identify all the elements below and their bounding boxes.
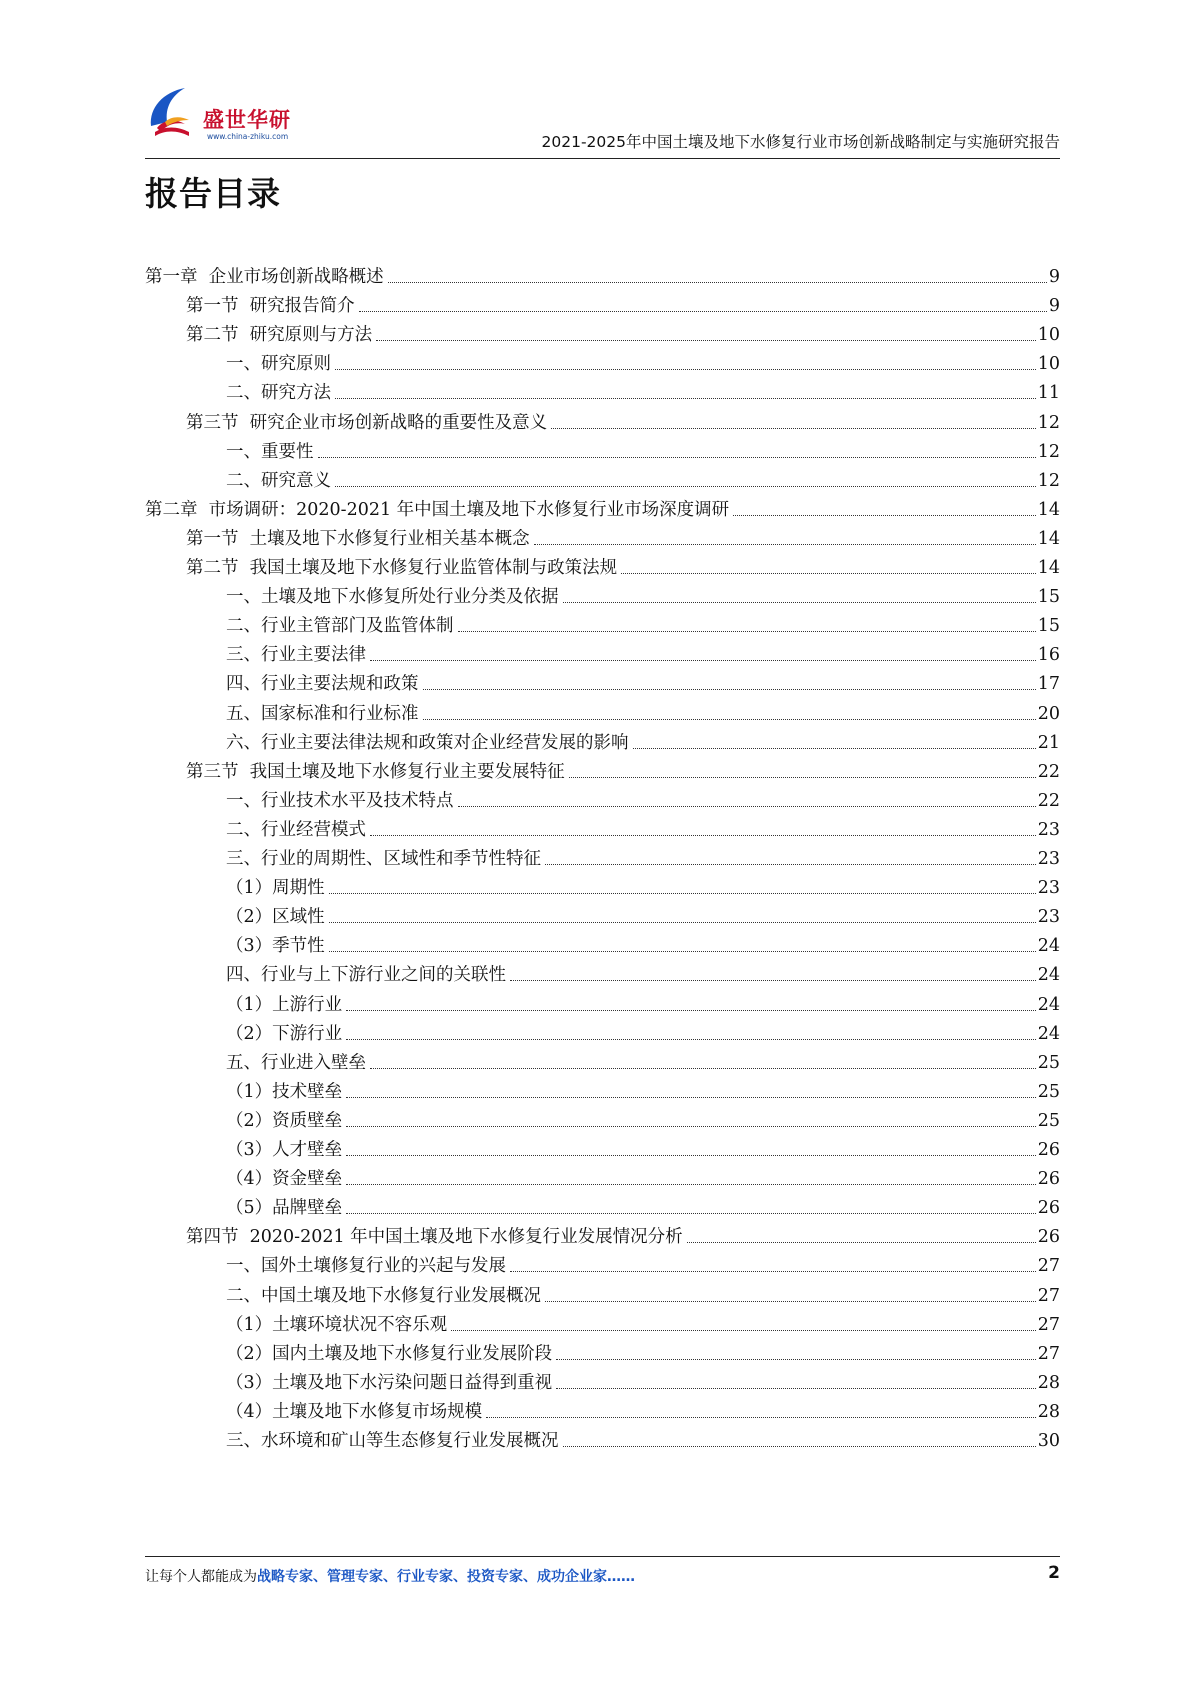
toc-entry-title: 四、行业主要法规和政策 [226, 674, 419, 695]
page-header [145, 82, 1060, 160]
toc-entry[interactable] [226, 813, 1060, 841]
toc-entry-title: 六、行业主要法律法规和政策对企业经营发展的影响 [226, 732, 629, 753]
toc-entry-page: 22 [1037, 761, 1060, 782]
toc-leader-dots [370, 835, 1036, 836]
toc-leader-dots [329, 951, 1036, 952]
toc-entry-title: 第三节 研究企业市场创新战略的重要性及意义 [186, 412, 548, 433]
toc-leader-dots [370, 1068, 1036, 1069]
toc-entry-title: 二、行业主管部门及监管体制 [226, 616, 454, 637]
toc-leader-dots [556, 1359, 1036, 1360]
toc-leader-dots [458, 806, 1036, 807]
toc-leader-dots [346, 1039, 1036, 1040]
toc-entry[interactable] [226, 842, 1060, 870]
toc-leader-dots [376, 340, 1036, 341]
toc-entry-title: 一、土壤及地下水修复所处行业分类及依据 [226, 587, 559, 608]
toc-leader-dots [359, 311, 1047, 312]
toc-entry-title: （2）国内土壤及地下水修复行业发展阶段 [226, 1343, 553, 1364]
toc-entry[interactable] [226, 1279, 1060, 1307]
toc-leader-dots [569, 777, 1036, 778]
toc-leader-dots [346, 1010, 1036, 1011]
toc-entry[interactable] [226, 464, 1060, 492]
toc-entry-title: （4）资金壁垒 [226, 1169, 343, 1190]
toc-entry-title: 三、水环境和矿山等生态修复行业发展概况 [226, 1431, 559, 1451]
footer-slogan-prefix: 让每个人都能成为 [145, 1569, 257, 1585]
toc-entry-page: 11 [1037, 383, 1060, 404]
toc-entry-title: 三、行业的周期性、区域性和季节性特征 [226, 849, 541, 869]
toc-entry-page: 23 [1037, 819, 1060, 840]
toc-leader-dots [335, 398, 1036, 399]
toc-leader-dots [423, 689, 1036, 690]
toc-entry-page: 20 [1037, 703, 1060, 724]
toc-leader-dots [423, 719, 1036, 720]
toc-leader-dots [346, 1126, 1036, 1127]
toc-entry[interactable] [226, 1075, 1060, 1103]
toc-leader-dots [370, 660, 1036, 661]
toc-leader-dots [510, 1271, 1036, 1272]
toc-entry[interactable] [226, 1308, 1060, 1336]
toc-entry-page: 22 [1037, 790, 1060, 811]
toc-entry[interactable] [226, 580, 1060, 608]
toc-leader-dots [388, 282, 1047, 283]
toc-entry-title: 二、研究意义 [226, 470, 331, 491]
toc-entry[interactable] [226, 726, 1060, 754]
toc-entry-title: 三、行业主要法律 [226, 645, 366, 666]
toc-entry[interactable] [226, 609, 1060, 637]
toc-leader-dots [318, 457, 1036, 458]
toc-entry-page: 27 [1037, 1314, 1060, 1335]
toc-entry-title: （2）区域性 [226, 907, 325, 928]
toc-entry-page: 26 [1037, 1169, 1060, 1190]
toc-entry-page: 10 [1037, 354, 1060, 375]
toc-entry-title: （1）技术壁垒 [226, 1081, 343, 1102]
toc-entry[interactable] [226, 988, 1060, 1016]
toc-leader-dots [545, 864, 1036, 865]
toc-entry[interactable] [226, 697, 1060, 725]
toc-entry[interactable] [226, 1017, 1060, 1045]
toc-leader-dots [687, 1242, 1036, 1243]
toc-entry-page: 12 [1037, 441, 1060, 462]
toc-entry-title: （3）人才壁垒 [226, 1140, 343, 1160]
toc-entry-title: 第三节 我国土壤及地下水修复行业主要发展特征 [186, 761, 565, 782]
toc-entry[interactable] [226, 638, 1060, 666]
toc-entry-page: 25 [1037, 1052, 1060, 1073]
toc-entry[interactable] [186, 406, 1060, 434]
toc-leader-dots [621, 573, 1036, 574]
toc-entry[interactable] [226, 1424, 1060, 1452]
toc-entry[interactable] [226, 958, 1060, 986]
page-number: 2 [1048, 1563, 1060, 1583]
toc-entry-title: 五、国家标准和行业标准 [226, 703, 419, 724]
toc-entry-page: 25 [1037, 1081, 1060, 1102]
toc-leader-dots [486, 1417, 1036, 1418]
toc-entry-title: 第一章 企业市场创新战略概述 [145, 267, 384, 287]
toc-leader-dots [335, 369, 1036, 370]
toc-entry[interactable] [226, 1162, 1060, 1190]
toc-entry[interactable] [226, 900, 1060, 928]
toc-entry[interactable] [226, 1395, 1060, 1423]
toc-entry-page: 28 [1037, 1401, 1060, 1422]
company-logo [145, 82, 315, 146]
toc-entry[interactable] [226, 929, 1060, 957]
toc-leader-dots [563, 1446, 1036, 1447]
toc-entry-title: 第二章 市场调研：2020-2021 年中国土壤及地下水修复行业市场深度调研 [145, 499, 730, 520]
toc-entry-page: 27 [1037, 1256, 1060, 1277]
toc-entry[interactable] [186, 522, 1060, 550]
toc-leader-dots [329, 893, 1036, 894]
footer-slogan [145, 1566, 635, 1586]
toc-entry[interactable] [226, 1046, 1060, 1074]
toc-entry-title: （1）土壤环境状况不容乐观 [226, 1314, 448, 1335]
toc-entry-page: 17 [1037, 674, 1060, 695]
toc-entry-title: （1）周期性 [226, 878, 325, 899]
toc-entry-page: 21 [1037, 732, 1060, 753]
toc-leader-dots [556, 1388, 1036, 1389]
toc-leader-dots [346, 1213, 1036, 1214]
logo-url: www.china-zhiku.com [207, 132, 289, 141]
toc-entry[interactable] [186, 1220, 1060, 1248]
toc-entry-title: （4）土壤及地下水修复市场规模 [226, 1401, 483, 1422]
toc-leader-dots [733, 515, 1036, 516]
toc-entry-page: 14 [1037, 558, 1060, 578]
toc-leader-dots [335, 486, 1036, 487]
logo-text: 盛世华研 [203, 108, 291, 132]
toc-entry-page: 16 [1037, 645, 1060, 666]
toc-entry-page: 14 [1037, 499, 1060, 520]
toc-leader-dots [633, 748, 1036, 749]
toc-entry-title: 二、研究方法 [226, 383, 331, 404]
toc-entry[interactable] [186, 318, 1060, 346]
document-title: 2021-2025年中国土壤及地下水修复行业市场创新战略制定与实施研究报告 [541, 133, 1060, 151]
toc-entry[interactable] [226, 1366, 1060, 1394]
toc-leader-dots [458, 631, 1036, 632]
toc-entry[interactable] [145, 260, 1060, 288]
toc-entry-title: （3）土壤及地下水污染问题日益得到重视 [226, 1372, 553, 1393]
toc-leader-dots [329, 922, 1036, 923]
book-swoosh-logo-icon [145, 82, 205, 142]
toc-entry-page: 24 [1037, 965, 1060, 986]
toc-entry-page: 23 [1037, 849, 1060, 869]
toc-entry-page: 26 [1037, 1198, 1060, 1219]
toc-entry-page: 27 [1037, 1343, 1060, 1364]
page-title: 报告目录 [145, 174, 281, 213]
toc-entry-title: 第四节 2020-2021 年中国土壤及地下水修复行业发展情况分析 [186, 1227, 683, 1248]
toc-entry[interactable] [226, 1191, 1060, 1219]
toc-entry[interactable] [226, 1337, 1060, 1365]
footer-divider [145, 1556, 1060, 1557]
toc-entry[interactable] [186, 755, 1060, 783]
toc-entry-page: 9 [1048, 296, 1060, 317]
toc-entry-title: 一、研究原则 [226, 354, 331, 375]
toc-entry-page: 28 [1037, 1372, 1060, 1393]
toc-entry-title: 第一节 研究报告简介 [186, 296, 355, 317]
toc-entry-page: 26 [1037, 1227, 1060, 1248]
toc-entry-title: 第二节 研究原则与方法 [186, 325, 373, 346]
toc-entry-page: 23 [1037, 907, 1060, 928]
toc-leader-dots [451, 1330, 1036, 1331]
toc-entry-title: 一、行业技术水平及技术特点 [226, 790, 454, 811]
toc-entry[interactable] [226, 435, 1060, 463]
toc-entry[interactable] [145, 493, 1060, 521]
toc-entry[interactable] [226, 376, 1060, 404]
toc-leader-dots [534, 544, 1036, 545]
toc-entry-title: 二、中国土壤及地下水修复行业发展概况 [226, 1285, 541, 1306]
toc-entry[interactable] [226, 871, 1060, 899]
toc-leader-dots [346, 1097, 1036, 1098]
toc-entry[interactable] [226, 1104, 1060, 1132]
toc-entry-title: 一、国外土壤修复行业的兴起与发展 [226, 1256, 506, 1277]
toc-entry-title: （1）上游行业 [226, 994, 343, 1015]
toc-entry-title: 二、行业经营模式 [226, 819, 366, 840]
toc-entry-page: 26 [1037, 1140, 1060, 1160]
toc-entry-page: 14 [1037, 528, 1060, 549]
toc-entry-page: 12 [1037, 470, 1060, 491]
toc-entry[interactable] [226, 784, 1060, 812]
toc-entry-title: 第一节 土壤及地下水修复行业相关基本概念 [186, 528, 530, 549]
toc-entry-page: 23 [1037, 878, 1060, 899]
toc-entry[interactable] [226, 1133, 1060, 1161]
toc-entry-page: 9 [1048, 267, 1060, 287]
toc-leader-dots [551, 428, 1036, 429]
toc-entry-page: 15 [1037, 587, 1060, 608]
toc-leader-dots [346, 1155, 1036, 1156]
toc-entry[interactable] [226, 667, 1060, 695]
toc-entry-page: 12 [1037, 412, 1060, 433]
toc-entry-page: 24 [1037, 1023, 1060, 1044]
toc-entry[interactable] [186, 551, 1060, 579]
toc-entry[interactable] [186, 289, 1060, 317]
footer-slogan-highlight: 战略专家、管理专家、行业专家、投资专家、成功企业家…… [257, 1569, 635, 1585]
toc-entry[interactable] [226, 1249, 1060, 1277]
toc-entry-title: 第二节 我国土壤及地下水修复行业监管体制与政策法规 [186, 558, 618, 578]
toc-entry-page: 24 [1037, 936, 1060, 957]
toc-leader-dots [510, 980, 1036, 981]
toc-entry-title: （2）下游行业 [226, 1023, 343, 1044]
toc-entry[interactable] [226, 347, 1060, 375]
header-divider [145, 158, 1060, 159]
toc-entry-title: 一、重要性 [226, 441, 314, 462]
toc-entry-page: 30 [1037, 1431, 1060, 1451]
toc-entry-title: （3）季节性 [226, 936, 325, 957]
toc-entry-title: 四、行业与上下游行业之间的关联性 [226, 965, 506, 986]
toc-entry-title: （2）资质壁垒 [226, 1110, 343, 1131]
toc-entry-title: 五、行业进入壁垒 [226, 1052, 366, 1073]
toc-entry-page: 10 [1037, 325, 1060, 346]
toc-entry-page: 27 [1037, 1285, 1060, 1306]
toc-entry-page: 24 [1037, 994, 1060, 1015]
toc-entry-page: 15 [1037, 616, 1060, 637]
toc-leader-dots [545, 1301, 1036, 1302]
toc-entry-page: 25 [1037, 1110, 1060, 1131]
toc-leader-dots [563, 602, 1036, 603]
toc-leader-dots [346, 1184, 1036, 1185]
toc-entry-title: （5）品牌壁垒 [226, 1198, 343, 1219]
